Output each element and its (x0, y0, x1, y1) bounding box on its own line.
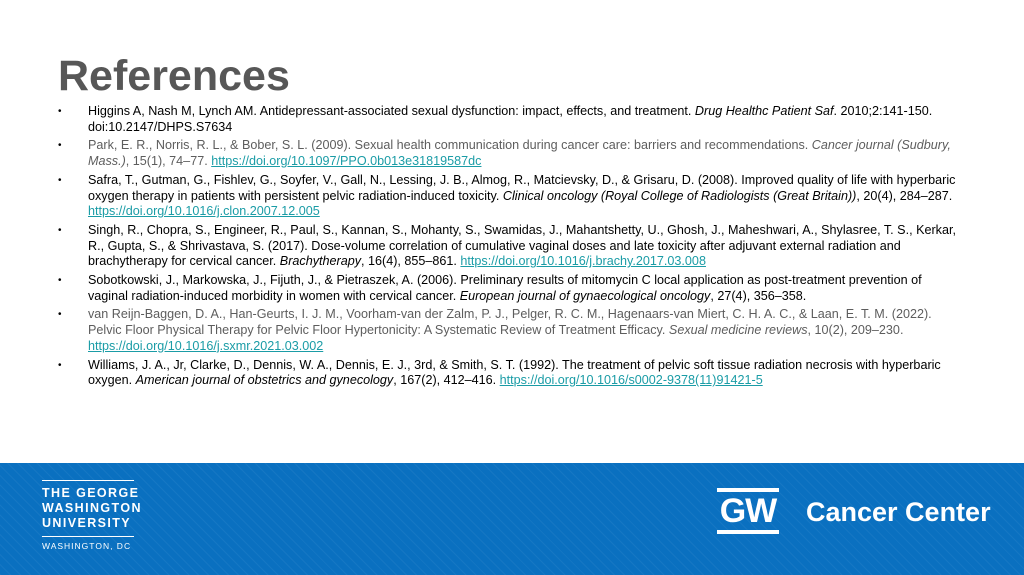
doi-link[interactable]: https://doi.org/10.1097/PPO.0b013e31819587dc (211, 154, 482, 169)
footer-banner (0, 463, 1024, 575)
journal-title: Brachytherapy (279, 254, 361, 269)
cancer-center-name: Cancer Center (806, 497, 991, 527)
university-logo (42, 480, 142, 551)
reference-text: Singh, R., Chopra, S., Engineer, R., Paul, S., Kannan, S., Mohanty, S., Swamidas, J., Mahantshetty, U., Ghosh, J., Maheshwari, A., Shylasree, T. S., Kerkar, R., Gupta, S., & Shrivastava, S. (2017). Dose-volume correlation of cumulative vaginal doses and late toxicity after adjuvant external radiation and brachytherapy for cervical cancer. (88, 222, 956, 269)
journal-title: American journal of obstetrics and gynecology (135, 373, 394, 388)
journal-title: European journal of gynaecological oncology (459, 288, 711, 303)
reference-item (58, 273, 963, 304)
reference-citation: , 10(2), 209–230. (807, 323, 904, 338)
divider (42, 480, 134, 481)
university-location: WASHINGTON, DC (42, 541, 132, 551)
doi-link[interactable]: https://doi.org/10.1016/j.clon.2007.12.005 (88, 204, 320, 219)
reference-citation: , 20(4), 284–287. (856, 188, 953, 203)
bullet-icon: • (58, 309, 62, 321)
university-name-line: THE GEORGE (42, 486, 140, 500)
bullet-icon: • (58, 174, 62, 186)
reference-item (58, 104, 963, 135)
gw-mark: GW (719, 492, 777, 530)
bullet-icon: • (58, 359, 62, 371)
divider (42, 536, 134, 537)
reference-text: Higgins A, Nash M, Lynch AM. Antidepressant-associated sexual dysfunction: impact, effects, and treatment. (88, 104, 695, 118)
reference-text: van Reijn-Baggen, D. A., Han-Geurts, I. J. M., Voorham-van der Zalm, P. J., Pelger, R. C. M., Hagenaars-van Miert, C. H. A. C., & Laan, E. T. M. (2022). Pelvic Floor Physical Therapy for Pelvic Floor Hypertonicity: A Systematic Review of Treatment Efficacy. (88, 307, 932, 338)
bullet-icon: • (58, 275, 62, 287)
reference-citation: , 15(1), 74–77. (125, 154, 212, 169)
journal-title: Sexual medicine reviews (668, 323, 808, 338)
bullet-icon: • (58, 140, 62, 152)
reference-citation: , 27(4), 356–358. (710, 288, 807, 303)
journal-title: Cancer journal (Sudbury, Mass.) (88, 138, 951, 169)
doi-link[interactable]: https://doi.org/10.1016/j.sxmr.2021.03.002 (88, 338, 324, 353)
university-name-line: UNIVERSITY (42, 516, 132, 530)
bullet-icon: • (58, 224, 62, 236)
logo-bar (717, 530, 779, 534)
gw-logo (717, 488, 779, 534)
reference-item (58, 173, 963, 220)
journal-title: Drug Healthc Patient Saf (694, 104, 834, 118)
reference-citation: , 16(4), 855–861. (361, 254, 461, 269)
reference-item (58, 358, 963, 389)
references-list (58, 104, 963, 392)
page-title: References (58, 52, 290, 100)
reference-text: Sobotkowski, J., Markowska, J., Fijuth, J., & Pietraszek, A. (2006). Preliminary results of mitomycin C local application as post-treatment prevention of vaginal radiation-induced morbidity in women with cervical cancer. (88, 273, 922, 303)
reference-citation: , 167(2), 412–416. (393, 373, 500, 388)
reference-text: Williams, J. A., Jr, Clarke, D., Dennis, W. A., Dennis, E. J., 3rd, & Smith, S. T. (1992). The treatment of pelvic soft tissue radiation necrosis with hyperbaric oxygen. (88, 357, 941, 388)
reference-text: Safra, T., Gutman, G., Fishlev, G., Soyfer, V., Gall, N., Lessing, J. B., Almog, R., Matcievsky, D., & Grisaru, D. (2008). Improved quality of life with hyperbaric oxygen therapy in patients with persistent pelvic radiation-induced toxicity. (88, 172, 956, 203)
bullet-icon: • (58, 106, 62, 117)
reference-item (58, 307, 963, 354)
reference-citation: . 2010;2:141-150. doi:10.2147/DHPS.S7634 (88, 104, 933, 134)
university-name-line: WASHINGTON (42, 501, 142, 515)
reference-item (58, 138, 963, 169)
doi-link[interactable]: https://doi.org/10.1016/s0002-9378(11)91421-5 (499, 373, 763, 388)
reference-item (58, 223, 963, 270)
journal-title: Clinical oncology (Royal College of Radiologists (Great Britain)) (502, 188, 857, 203)
reference-text: Park, E. R., Norris, R. L., & Bober, S. L. (2009). Sexual health communication during cancer care: barriers and recommendations. (88, 138, 812, 153)
doi-link[interactable]: https://doi.org/10.1016/j.brachy.2017.03.008 (460, 254, 706, 269)
